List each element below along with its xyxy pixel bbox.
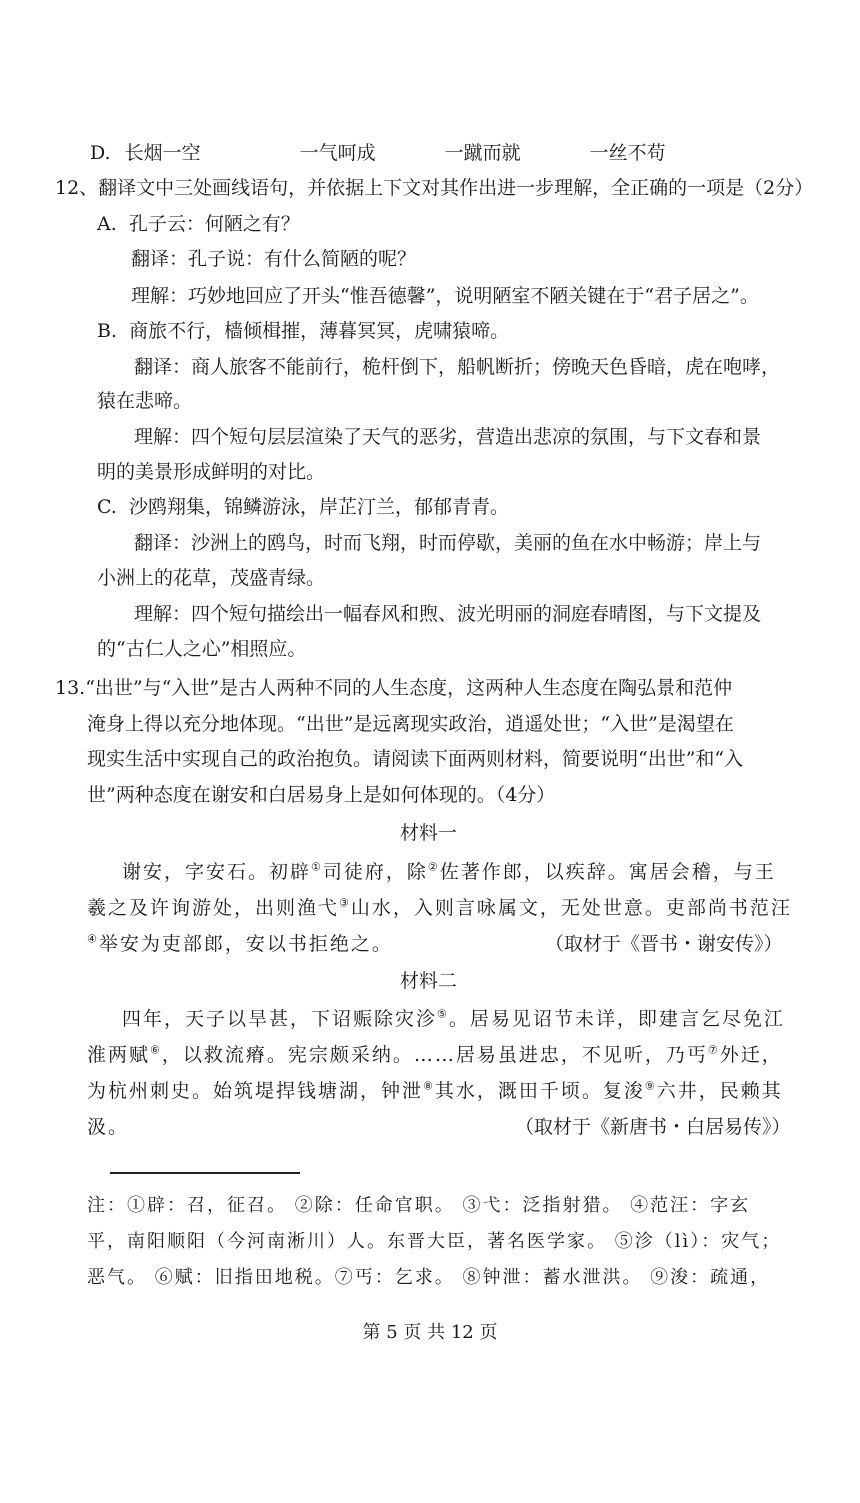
option-item: 一蹴而就 <box>444 142 521 164</box>
option-text: 孔子云：何陋之有？ <box>128 213 300 235</box>
material-2-line: 四年，天子以旱甚，下诏赈除灾沴⑤。居易见诏节未详，即建言乞尽免江 <box>122 1007 785 1030</box>
footnote-line: 平，南阳顺阳（今河南淅川）人。东晋大臣，著名医学家。 ⑤沴（lì）：灾气； <box>87 1231 782 1252</box>
q12-a-understanding: 理解：巧妙地回应了开头“惟吾德馨”，说明陋室不陋关键在于“君子居之”。 <box>131 285 759 307</box>
q12-stem: 12、翻译文中三处画线语句，并依据上下文对其作出进一步理解，全正确的一项是（2分） <box>55 177 814 199</box>
q13-stem: 13.“出世”与“入世”是古人两种不同的人生态度，这两种人生态度在陶弘景和范仲 <box>55 677 733 699</box>
footnote-marker: ② <box>427 860 440 874</box>
material-1-title: 材料一 <box>400 822 458 844</box>
material-1-line: 谢安，字安石。初辟①司徒府，除②佐著作郎，以疾辞。寓居会稽，与王 <box>122 860 776 883</box>
q12-b-translation-cont: 猿在悲啼。 <box>97 390 193 412</box>
q12-c-translation-cont: 小洲上的花草，茂盛青绿。 <box>97 567 326 589</box>
footnote-marker: ③ <box>339 896 351 910</box>
material-2-title: 材料二 <box>400 970 458 992</box>
option-label: A. <box>97 213 117 235</box>
q13-stem-cont: 淹身上得以充分地体现。“出世”是远离现实政治，逍遥处世；“入世”是渴望在 <box>87 713 734 735</box>
q11-option-d <box>90 140 666 166</box>
q12-option-a <box>97 211 300 237</box>
material-2-line: 淮两赋⑥，以救流瘠。宪宗颇采纳。……居易虽进忠，不见听，乃丐⑦外迁， <box>87 1043 783 1066</box>
option-text: 商旅不行，樯倾楫摧，薄暮冥冥，虎啸猿啼。 <box>129 320 510 342</box>
footnote-marker: ⑧ <box>423 1079 435 1093</box>
footnote-marker: ① <box>311 860 323 874</box>
material-1-line: ④举安为吏部郎，安以书拒绝之。 <box>87 932 393 955</box>
option-item: 一丝不苟 <box>589 142 666 164</box>
material-1-line: 羲之及许询游处，出则渔弋③山水，入则言咏属文，无处世意。吏部尚书范汪 <box>87 896 792 919</box>
footnote-marker: ⑥ <box>150 1043 162 1057</box>
option-text: 沙鸥翔集，锦鳞游泳，岸芷汀兰，郁郁青青。 <box>128 496 509 518</box>
q12-option-c <box>97 494 509 520</box>
option-item: 长烟一空 <box>124 142 201 164</box>
q13-stem-cont: 世”两种态度在谢安和白居易身上是如何体现的。（4分） <box>87 784 556 806</box>
footnote-marker: ④ <box>87 932 99 946</box>
q12-c-understanding-cont: 的“古仁人之心”相照应。 <box>97 638 307 660</box>
q12-b-translation: 翻译：商人旅客不能前行，桅杆倒下，船帆断折；傍晚天色昏暗，虎在咆哮， <box>134 356 781 378</box>
q12-c-translation: 翻译：沙洲上的鸥鸟，时而飞翔，时而停歇，美丽的鱼在水中畅游；岸上与 <box>134 532 762 554</box>
footnote-marker: ⑤ <box>437 1007 449 1021</box>
material-2-line: 为杭州刺史。始筑堤捍钱塘湖，钟泄⑧其水，溉田千顷。复浚⑨六井，民赖其 <box>87 1079 783 1102</box>
q12-b-understanding: 理解：四个短句层层渲染了天气的恶劣，营造出悲凉的氛围，与下文春和景 <box>134 426 762 448</box>
footnote-marker: ⑨ <box>644 1079 657 1093</box>
footnote-marker: ⑦ <box>707 1043 720 1057</box>
option-item: 一气呵成 <box>299 142 376 164</box>
material-2-line: 汲。 <box>87 1116 130 1138</box>
footnote-divider <box>110 1172 300 1174</box>
footnote-line: 注：①辟：召，征召。 ②除：任命官职。 ③弋：泛指射猎。 ④范汪：字玄 <box>87 1195 751 1216</box>
material-1-source: （取材于《晋书・谢安传》） <box>545 933 783 955</box>
footnote-line: 恶气。 ⑥赋：旧指田地税。⑦丐：乞求。 ⑧钟泄：蓄水泄洪。 ⑨浚：疏通， <box>87 1267 771 1288</box>
q12-option-b <box>97 318 509 344</box>
page-number: 第 5 页 共 12 页 <box>362 1322 498 1343</box>
material-2-source: （取材于《新唐书・白居易传》） <box>515 1116 791 1138</box>
option-label: B. <box>97 320 118 342</box>
q13-stem-cont: 现实生活中实现自己的政治抱负。请阅读下面两则材料，简要说明“出世”和“入 <box>87 748 744 770</box>
q12-c-understanding: 理解：四个短句描绘出一幅春风和煦、波光明丽的洞庭春晴图，与下文提及 <box>134 603 762 625</box>
q12-b-understanding-cont: 明的美景形成鲜明的对比。 <box>97 461 326 483</box>
option-label: C. <box>97 496 117 518</box>
option-label: D. <box>90 142 111 164</box>
q12-a-translation: 翻译：孔子说：有什么简陋的呢？ <box>131 248 417 270</box>
